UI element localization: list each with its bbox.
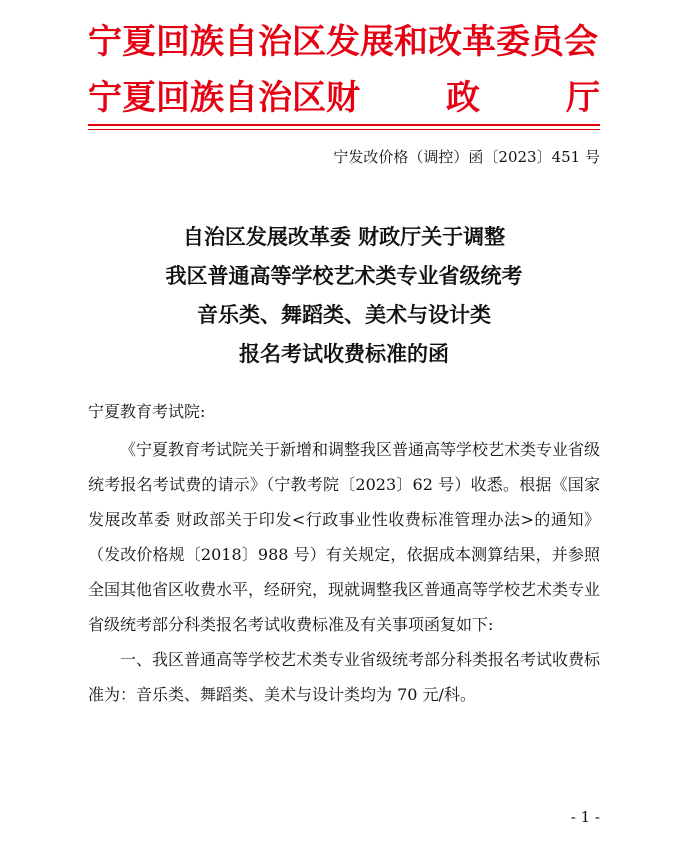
body-paragraph-2: 一、我区普通高等学校艺术类专业省级统考部分科类报名考试收费标准为：音乐类、舞蹈类、美术与设计类均为 70 元/科。 — [88, 650, 601, 704]
page-number: - 1 - — [570, 808, 600, 826]
body-text — [88, 432, 600, 712]
red-divider-thin — [88, 129, 600, 130]
red-divider-thick — [88, 124, 600, 126]
document-number: 宁发改价格（调控）函〔2023〕451 号 — [333, 148, 600, 166]
issuer-header-line-1: 宁夏回族自治区发展和改革委员会 — [88, 22, 598, 62]
issuer-header-line-2-mid: 政 — [446, 78, 480, 118]
issuer-header-line-2 — [88, 78, 600, 118]
title-line-2: 我区普通高等学校艺术类专业省级统考 — [165, 264, 523, 288]
addressee: 宁夏教育考试院: — [88, 402, 206, 421]
body-paragraph-1: 《宁夏教育考试院关于新增和调整我区普通高等学校艺术类专业省级统考报名考试费的请示》（宁教考院〔2023〕62 号）收悉。根据《国家发展改革委 财政部关于印发<行政事业性收费标准管理办法>的通知》（发改价格规〔2018〕988 号）有关规定，依据成本测算结果，并参照全国其他省区收费水平，经研究，现就调整我区普通高等学校艺术类专业省级统考部分科类报名考试收费标准及有关事项函复如下: — [88, 440, 601, 634]
title-line-1: 自治区发展改革委 财政厅关于调整 — [182, 225, 506, 249]
title-line-3: 音乐类、舞蹈类、美术与设计类 — [197, 303, 491, 327]
title-line-4: 报名考试收费标准的函 — [239, 342, 449, 366]
document-title — [88, 218, 600, 374]
issuer-header-line-2-left: 宁夏回族自治区财 — [88, 78, 360, 118]
issuer-header-line-2-right: 厅 — [566, 78, 600, 118]
